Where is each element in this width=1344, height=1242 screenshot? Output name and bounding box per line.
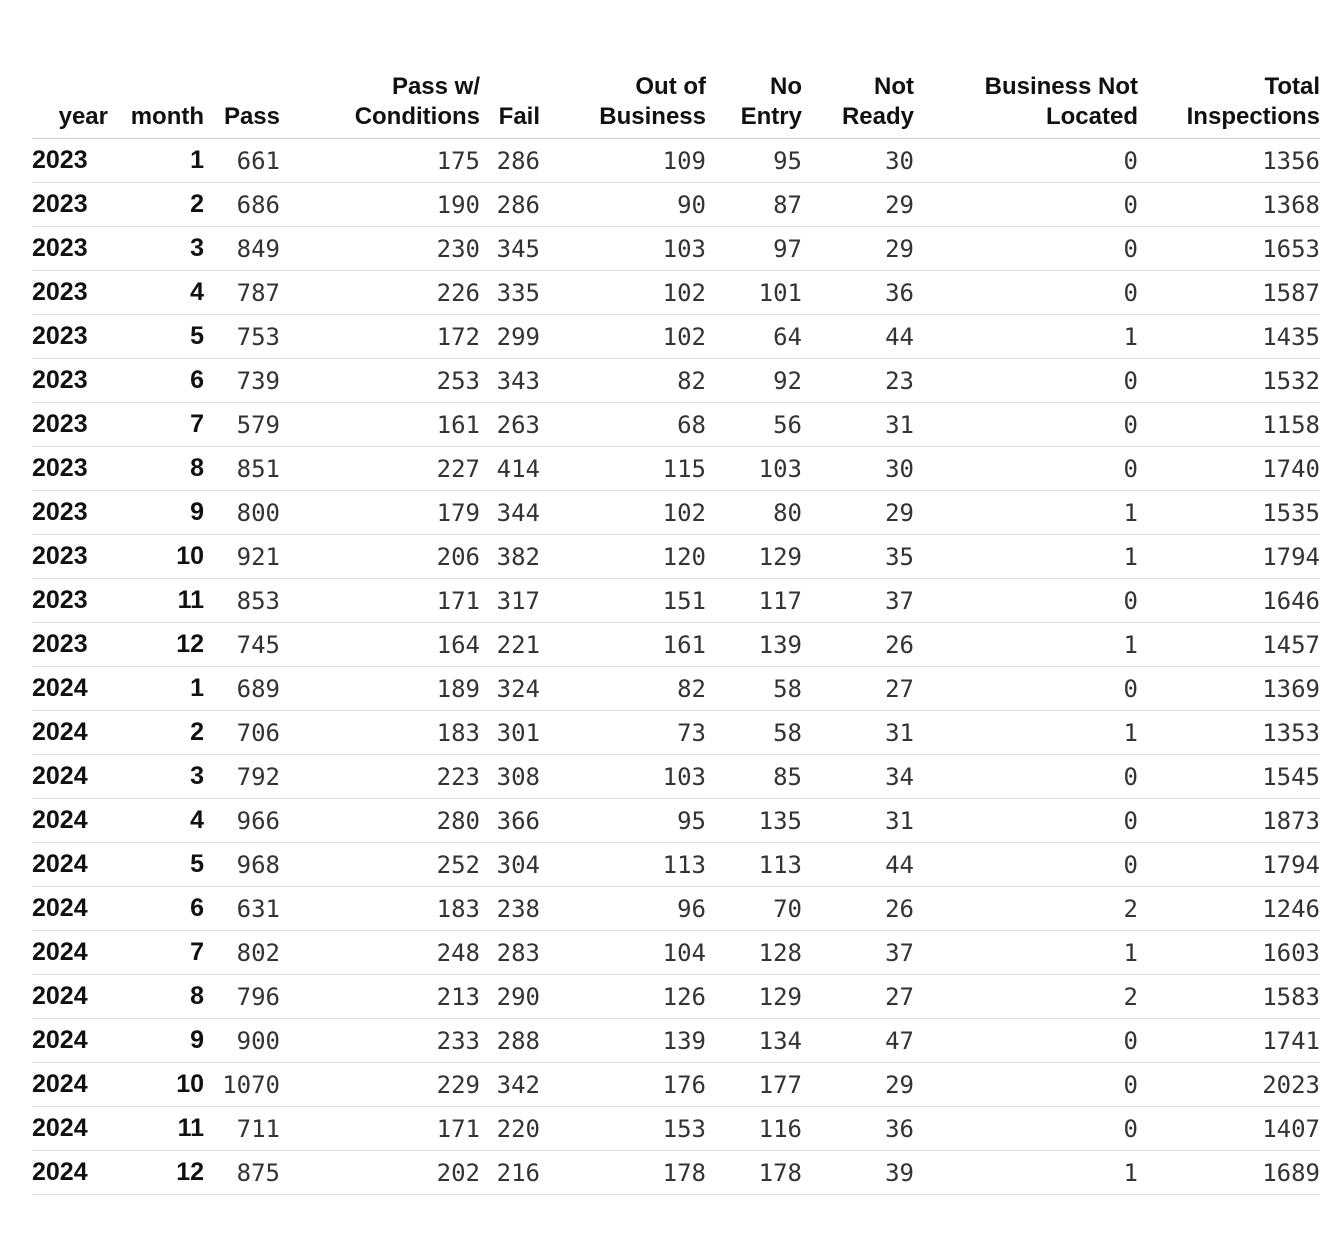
cell-year: 2023 (32, 271, 108, 315)
cell-pass: 711 (204, 1107, 280, 1151)
cell-not-ready: 31 (802, 403, 914, 447)
cell-pass-with-conditions: 171 (280, 579, 480, 623)
cell-month: 4 (108, 271, 204, 315)
cell-year: 2023 (32, 227, 108, 271)
cell-no-entry: 128 (706, 931, 802, 975)
cell-out-of-business: 178 (540, 1151, 706, 1195)
cell-year: 2024 (32, 1107, 108, 1151)
cell-out-of-business: 161 (540, 623, 706, 667)
cell-not-ready: 29 (802, 1063, 914, 1107)
cell-fail: 308 (480, 755, 540, 799)
cell-total-inspections: 1740 (1138, 447, 1320, 491)
cell-business-not-located: 1 (914, 623, 1138, 667)
cell-total-inspections: 1353 (1138, 711, 1320, 755)
cell-business-not-located: 1 (914, 1151, 1138, 1195)
cell-fail: 288 (480, 1019, 540, 1063)
table-row (32, 1063, 1320, 1107)
cell-fail: 304 (480, 843, 540, 887)
cell-year: 2023 (32, 403, 108, 447)
cell-year: 2023 (32, 491, 108, 535)
cell-pass: 802 (204, 931, 280, 975)
header-year: year (32, 64, 108, 139)
table-row (32, 359, 1320, 403)
cell-fail: 343 (480, 359, 540, 403)
table-row (32, 447, 1320, 491)
cell-fail: 342 (480, 1063, 540, 1107)
cell-pass: 800 (204, 491, 280, 535)
cell-year: 2023 (32, 623, 108, 667)
cell-not-ready: 29 (802, 491, 914, 535)
header-fail: Fail (480, 64, 540, 139)
cell-not-ready: 34 (802, 755, 914, 799)
cell-pass: 796 (204, 975, 280, 1019)
cell-business-not-located: 0 (914, 271, 1138, 315)
cell-year: 2024 (32, 755, 108, 799)
cell-out-of-business: 151 (540, 579, 706, 623)
cell-out-of-business: 102 (540, 491, 706, 535)
cell-out-of-business: 102 (540, 315, 706, 359)
table-row (32, 843, 1320, 887)
cell-pass-with-conditions: 252 (280, 843, 480, 887)
cell-out-of-business: 73 (540, 711, 706, 755)
cell-not-ready: 29 (802, 183, 914, 227)
cell-no-entry: 58 (706, 667, 802, 711)
cell-pass-with-conditions: 213 (280, 975, 480, 1019)
cell-pass: 966 (204, 799, 280, 843)
cell-fail: 345 (480, 227, 540, 271)
header-month: month (108, 64, 204, 139)
cell-pass: 579 (204, 403, 280, 447)
cell-fail: 216 (480, 1151, 540, 1195)
table-row (32, 755, 1320, 799)
cell-year: 2024 (32, 667, 108, 711)
cell-not-ready: 35 (802, 535, 914, 579)
cell-out-of-business: 115 (540, 447, 706, 491)
cell-year: 2024 (32, 843, 108, 887)
cell-total-inspections: 1356 (1138, 139, 1320, 183)
cell-not-ready: 30 (802, 139, 914, 183)
cell-out-of-business: 96 (540, 887, 706, 931)
cell-pass: 900 (204, 1019, 280, 1063)
table-row (32, 931, 1320, 975)
cell-total-inspections: 1545 (1138, 755, 1320, 799)
cell-month: 1 (108, 667, 204, 711)
cell-no-entry: 101 (706, 271, 802, 315)
cell-year: 2023 (32, 447, 108, 491)
cell-pass: 851 (204, 447, 280, 491)
cell-not-ready: 27 (802, 975, 914, 1019)
table-row (32, 1151, 1320, 1195)
header-pass-with-conditions: Pass w/ Conditions (280, 64, 480, 139)
cell-month: 12 (108, 1151, 204, 1195)
cell-month: 11 (108, 579, 204, 623)
cell-no-entry: 178 (706, 1151, 802, 1195)
cell-business-not-located: 2 (914, 887, 1138, 931)
table-row (32, 799, 1320, 843)
cell-fail: 263 (480, 403, 540, 447)
cell-pass: 753 (204, 315, 280, 359)
cell-business-not-located: 0 (914, 1019, 1138, 1063)
cell-not-ready: 47 (802, 1019, 914, 1063)
table-row (32, 975, 1320, 1019)
cell-no-entry: 64 (706, 315, 802, 359)
cell-out-of-business: 82 (540, 667, 706, 711)
cell-pass: 787 (204, 271, 280, 315)
cell-business-not-located: 0 (914, 403, 1138, 447)
cell-out-of-business: 102 (540, 271, 706, 315)
cell-business-not-located: 0 (914, 755, 1138, 799)
cell-no-entry: 97 (706, 227, 802, 271)
cell-no-entry: 139 (706, 623, 802, 667)
cell-pass-with-conditions: 190 (280, 183, 480, 227)
cell-out-of-business: 95 (540, 799, 706, 843)
table-row (32, 271, 1320, 315)
table-row (32, 579, 1320, 623)
cell-month: 8 (108, 975, 204, 1019)
cell-pass: 689 (204, 667, 280, 711)
cell-pass: 853 (204, 579, 280, 623)
cell-year: 2023 (32, 535, 108, 579)
cell-fail: 382 (480, 535, 540, 579)
cell-pass-with-conditions: 226 (280, 271, 480, 315)
header-no-entry: No Entry (706, 64, 802, 139)
cell-business-not-located: 1 (914, 535, 1138, 579)
cell-no-entry: 129 (706, 975, 802, 1019)
cell-year: 2023 (32, 579, 108, 623)
cell-out-of-business: 104 (540, 931, 706, 975)
cell-total-inspections: 1873 (1138, 799, 1320, 843)
cell-pass-with-conditions: 189 (280, 667, 480, 711)
cell-out-of-business: 113 (540, 843, 706, 887)
cell-pass-with-conditions: 229 (280, 1063, 480, 1107)
cell-business-not-located: 1 (914, 711, 1138, 755)
cell-no-entry: 129 (706, 535, 802, 579)
cell-fail: 335 (480, 271, 540, 315)
inspections-table (32, 64, 1320, 1195)
cell-out-of-business: 139 (540, 1019, 706, 1063)
cell-year: 2023 (32, 359, 108, 403)
cell-business-not-located: 0 (914, 1107, 1138, 1151)
cell-no-entry: 135 (706, 799, 802, 843)
cell-out-of-business: 153 (540, 1107, 706, 1151)
cell-total-inspections: 1794 (1138, 535, 1320, 579)
cell-total-inspections: 1653 (1138, 227, 1320, 271)
cell-business-not-located: 2 (914, 975, 1138, 1019)
cell-not-ready: 31 (802, 711, 914, 755)
cell-month: 10 (108, 535, 204, 579)
table-row (32, 491, 1320, 535)
cell-month: 3 (108, 227, 204, 271)
cell-no-entry: 103 (706, 447, 802, 491)
cell-business-not-located: 1 (914, 931, 1138, 975)
cell-business-not-located: 1 (914, 315, 1138, 359)
cell-business-not-located: 0 (914, 799, 1138, 843)
cell-pass: 849 (204, 227, 280, 271)
cell-month: 9 (108, 1019, 204, 1063)
cell-year: 2024 (32, 887, 108, 931)
cell-year: 2024 (32, 799, 108, 843)
cell-no-entry: 117 (706, 579, 802, 623)
cell-business-not-located: 0 (914, 227, 1138, 271)
cell-fail: 414 (480, 447, 540, 491)
cell-pass-with-conditions: 206 (280, 535, 480, 579)
cell-pass-with-conditions: 179 (280, 491, 480, 535)
cell-year: 2024 (32, 1019, 108, 1063)
cell-total-inspections: 1532 (1138, 359, 1320, 403)
cell-total-inspections: 1535 (1138, 491, 1320, 535)
cell-total-inspections: 1368 (1138, 183, 1320, 227)
cell-pass: 686 (204, 183, 280, 227)
cell-total-inspections: 1587 (1138, 271, 1320, 315)
cell-business-not-located: 0 (914, 1063, 1138, 1107)
cell-no-entry: 80 (706, 491, 802, 535)
cell-month: 10 (108, 1063, 204, 1107)
cell-total-inspections: 1407 (1138, 1107, 1320, 1151)
header-row (32, 64, 1320, 139)
header-business-not-located: Business Not Located (914, 64, 1138, 139)
cell-no-entry: 58 (706, 711, 802, 755)
cell-fail: 286 (480, 139, 540, 183)
table-row (32, 139, 1320, 183)
cell-total-inspections: 1369 (1138, 667, 1320, 711)
cell-month: 5 (108, 315, 204, 359)
cell-pass: 875 (204, 1151, 280, 1195)
cell-total-inspections: 1741 (1138, 1019, 1320, 1063)
cell-pass-with-conditions: 253 (280, 359, 480, 403)
cell-not-ready: 37 (802, 931, 914, 975)
cell-out-of-business: 120 (540, 535, 706, 579)
cell-pass-with-conditions: 248 (280, 931, 480, 975)
cell-no-entry: 177 (706, 1063, 802, 1107)
cell-fail: 290 (480, 975, 540, 1019)
cell-month: 2 (108, 183, 204, 227)
cell-business-not-located: 0 (914, 579, 1138, 623)
cell-business-not-located: 0 (914, 359, 1138, 403)
cell-pass-with-conditions: 175 (280, 139, 480, 183)
cell-not-ready: 44 (802, 315, 914, 359)
cell-year: 2024 (32, 931, 108, 975)
cell-not-ready: 26 (802, 623, 914, 667)
cell-pass-with-conditions: 171 (280, 1107, 480, 1151)
cell-not-ready: 31 (802, 799, 914, 843)
cell-pass: 968 (204, 843, 280, 887)
cell-out-of-business: 126 (540, 975, 706, 1019)
header-total-inspections: Total Inspections (1138, 64, 1320, 139)
cell-fail: 286 (480, 183, 540, 227)
table-row (32, 227, 1320, 271)
table-row (32, 887, 1320, 931)
cell-month: 1 (108, 139, 204, 183)
cell-year: 2024 (32, 1063, 108, 1107)
cell-total-inspections: 1246 (1138, 887, 1320, 931)
cell-pass: 745 (204, 623, 280, 667)
cell-year: 2024 (32, 975, 108, 1019)
cell-not-ready: 26 (802, 887, 914, 931)
cell-month: 3 (108, 755, 204, 799)
cell-out-of-business: 68 (540, 403, 706, 447)
table-row (32, 623, 1320, 667)
cell-not-ready: 23 (802, 359, 914, 403)
header-pass: Pass (204, 64, 280, 139)
cell-not-ready: 36 (802, 271, 914, 315)
cell-fail: 299 (480, 315, 540, 359)
cell-out-of-business: 109 (540, 139, 706, 183)
table-row (32, 1019, 1320, 1063)
cell-total-inspections: 1435 (1138, 315, 1320, 359)
cell-not-ready: 39 (802, 1151, 914, 1195)
cell-pass: 661 (204, 139, 280, 183)
cell-pass-with-conditions: 227 (280, 447, 480, 491)
cell-pass-with-conditions: 183 (280, 887, 480, 931)
cell-business-not-located: 0 (914, 183, 1138, 227)
cell-no-entry: 70 (706, 887, 802, 931)
cell-pass-with-conditions: 164 (280, 623, 480, 667)
cell-year: 2024 (32, 1151, 108, 1195)
cell-pass-with-conditions: 202 (280, 1151, 480, 1195)
cell-fail: 317 (480, 579, 540, 623)
cell-pass-with-conditions: 280 (280, 799, 480, 843)
cell-month: 7 (108, 403, 204, 447)
cell-pass: 631 (204, 887, 280, 931)
cell-pass: 792 (204, 755, 280, 799)
table-row (32, 1107, 1320, 1151)
cell-business-not-located: 0 (914, 843, 1138, 887)
cell-pass-with-conditions: 233 (280, 1019, 480, 1063)
table-row (32, 403, 1320, 447)
cell-out-of-business: 103 (540, 227, 706, 271)
table-row (32, 711, 1320, 755)
cell-not-ready: 36 (802, 1107, 914, 1151)
cell-not-ready: 29 (802, 227, 914, 271)
cell-fail: 301 (480, 711, 540, 755)
cell-pass-with-conditions: 161 (280, 403, 480, 447)
cell-fail: 344 (480, 491, 540, 535)
cell-fail: 324 (480, 667, 540, 711)
cell-month: 6 (108, 887, 204, 931)
cell-fail: 283 (480, 931, 540, 975)
cell-year: 2023 (32, 139, 108, 183)
cell-month: 5 (108, 843, 204, 887)
cell-no-entry: 116 (706, 1107, 802, 1151)
cell-out-of-business: 82 (540, 359, 706, 403)
cell-month: 2 (108, 711, 204, 755)
cell-no-entry: 87 (706, 183, 802, 227)
cell-no-entry: 113 (706, 843, 802, 887)
cell-no-entry: 56 (706, 403, 802, 447)
table-row (32, 183, 1320, 227)
cell-total-inspections: 2023 (1138, 1063, 1320, 1107)
cell-business-not-located: 0 (914, 447, 1138, 491)
cell-business-not-located: 0 (914, 139, 1138, 183)
cell-total-inspections: 1646 (1138, 579, 1320, 623)
cell-no-entry: 85 (706, 755, 802, 799)
cell-fail: 220 (480, 1107, 540, 1151)
cell-pass: 706 (204, 711, 280, 755)
cell-not-ready: 30 (802, 447, 914, 491)
cell-not-ready: 44 (802, 843, 914, 887)
cell-month: 7 (108, 931, 204, 975)
cell-pass-with-conditions: 230 (280, 227, 480, 271)
cell-month: 11 (108, 1107, 204, 1151)
cell-business-not-located: 0 (914, 667, 1138, 711)
table-body (32, 139, 1320, 1195)
cell-not-ready: 37 (802, 579, 914, 623)
cell-total-inspections: 1603 (1138, 931, 1320, 975)
cell-month: 9 (108, 491, 204, 535)
cell-out-of-business: 90 (540, 183, 706, 227)
cell-not-ready: 27 (802, 667, 914, 711)
cell-fail: 238 (480, 887, 540, 931)
cell-month: 12 (108, 623, 204, 667)
cell-month: 8 (108, 447, 204, 491)
cell-month: 4 (108, 799, 204, 843)
cell-pass-with-conditions: 223 (280, 755, 480, 799)
table-row (32, 535, 1320, 579)
cell-business-not-located: 1 (914, 491, 1138, 535)
cell-total-inspections: 1689 (1138, 1151, 1320, 1195)
cell-month: 6 (108, 359, 204, 403)
cell-no-entry: 134 (706, 1019, 802, 1063)
cell-no-entry: 95 (706, 139, 802, 183)
cell-pass: 921 (204, 535, 280, 579)
cell-pass: 739 (204, 359, 280, 403)
header-not-ready: Not Ready (802, 64, 914, 139)
cell-year: 2023 (32, 183, 108, 227)
table-row (32, 315, 1320, 359)
cell-total-inspections: 1794 (1138, 843, 1320, 887)
cell-pass-with-conditions: 172 (280, 315, 480, 359)
cell-pass-with-conditions: 183 (280, 711, 480, 755)
cell-total-inspections: 1583 (1138, 975, 1320, 1019)
cell-year: 2024 (32, 711, 108, 755)
cell-fail: 221 (480, 623, 540, 667)
cell-out-of-business: 103 (540, 755, 706, 799)
cell-no-entry: 92 (706, 359, 802, 403)
cell-total-inspections: 1158 (1138, 403, 1320, 447)
header-out-of-business: Out of Business (540, 64, 706, 139)
cell-fail: 366 (480, 799, 540, 843)
cell-out-of-business: 176 (540, 1063, 706, 1107)
cell-year: 2023 (32, 315, 108, 359)
cell-total-inspections: 1457 (1138, 623, 1320, 667)
table-row (32, 667, 1320, 711)
cell-pass: 1070 (204, 1063, 280, 1107)
